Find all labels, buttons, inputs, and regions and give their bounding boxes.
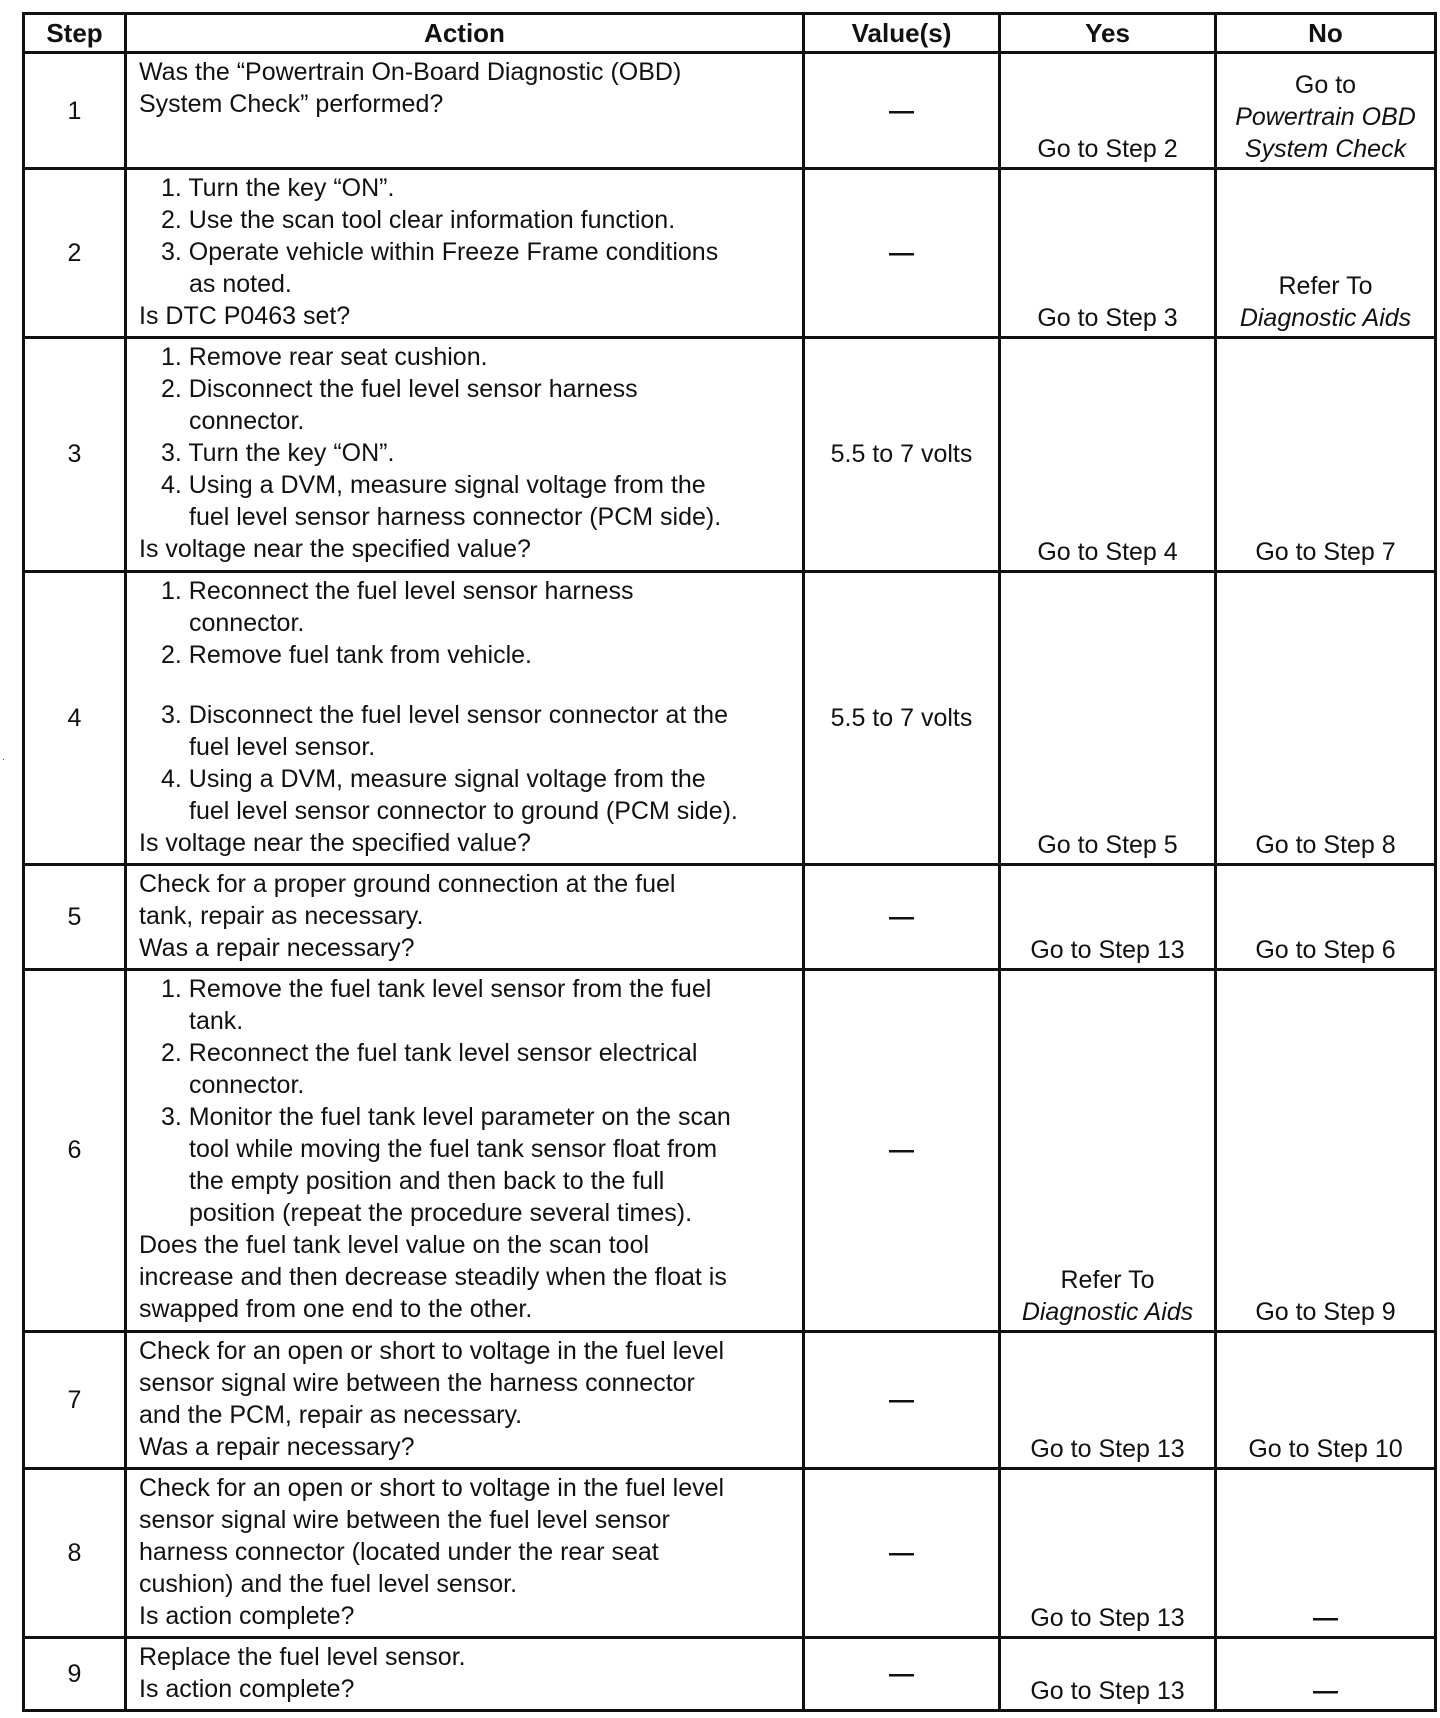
action-cell — [126, 970, 804, 1331]
step-number: 4 — [24, 571, 126, 864]
yes-cell-line: Go to Step 13 — [1030, 936, 1185, 965]
header-values: Value(s) — [804, 14, 1000, 53]
action-line: 2. Reconnect the fuel tank level sensor electrical — [161, 1039, 698, 1068]
table-row — [24, 53, 1436, 169]
action-line: 3. Disconnect the fuel level sensor connector at the — [161, 700, 728, 729]
action-cell — [126, 338, 804, 571]
action-line: tank, repair as necessary. — [139, 901, 424, 930]
table-row — [24, 1637, 1436, 1710]
no-cell — [1216, 571, 1436, 864]
action-line: 1. Turn the key “ON”. — [161, 174, 395, 203]
table-row — [24, 864, 1436, 969]
action-line: 3. Turn the key “ON”. — [161, 439, 395, 468]
step-number: 1 — [24, 53, 126, 169]
action-line: the empty position and then back to the full — [189, 1167, 665, 1196]
step-number: 8 — [24, 1468, 126, 1637]
action-line: harness connector (located under the rear seat — [139, 1537, 659, 1566]
yes-cell-line: Refer To — [1060, 1265, 1155, 1294]
table-row — [24, 970, 1436, 1331]
action-line: fuel level sensor connector to ground (PCM side). — [189, 796, 738, 825]
action-line: cushion) and the fuel level sensor. — [139, 1569, 518, 1598]
no-cell — [1216, 1637, 1436, 1710]
yes-cell — [1000, 338, 1216, 571]
action-line: 1. Reconnect the fuel level sensor harness — [161, 576, 634, 605]
table-row — [24, 1331, 1436, 1468]
header-step: Step — [24, 14, 126, 53]
no-cell-line: Go to Step 6 — [1255, 936, 1396, 965]
action-cell — [126, 53, 804, 169]
action-line: 2. Use the scan tool clear information function. — [161, 206, 676, 235]
header-no: No — [1216, 14, 1436, 53]
no-cell-line: Go to Step 8 — [1255, 830, 1396, 859]
action-line: Does the fuel tank level value on the scan tool — [139, 1231, 650, 1260]
action-line: System Check” performed? — [139, 90, 444, 118]
value-cell: — — [804, 864, 1000, 969]
step-number: 7 — [24, 1331, 126, 1468]
value-cell: — — [804, 53, 1000, 169]
action-line: fuel level sensor. — [189, 732, 376, 761]
action-line: Is DTC P0463 set? — [139, 302, 351, 331]
action-line: tank. — [189, 1007, 244, 1036]
action-line: tool while moving the fuel tank sensor float from — [189, 1135, 718, 1164]
value-cell: — — [804, 1331, 1000, 1468]
no-cell-line: — — [1313, 1677, 1338, 1705]
value-cell: — — [804, 169, 1000, 338]
action-line: Was the “Powertrain On-Board Diagnostic (OBD) — [139, 58, 682, 86]
header-row — [24, 14, 1436, 53]
no-cell-line: Powertrain OBD — [1235, 103, 1416, 132]
action-line: Replace the fuel level sensor. — [139, 1642, 466, 1671]
no-cell-line: Go to Step 7 — [1255, 537, 1396, 566]
value-cell: 5.5 to 7 volts — [804, 338, 1000, 571]
action-line: as noted. — [189, 270, 292, 299]
action-line: Is voltage near the specified value? — [139, 535, 531, 564]
action-line: swapped from one end to the other. — [139, 1295, 533, 1324]
action-line: sensor signal wire between the fuel level sensor — [139, 1505, 670, 1534]
yes-cell — [1000, 864, 1216, 969]
yes-cell-line: Diagnostic Aids — [1021, 1297, 1194, 1326]
no-cell — [1216, 864, 1436, 969]
header-yes: Yes — [1000, 14, 1216, 53]
value-cell: — — [804, 1468, 1000, 1637]
no-cell — [1216, 169, 1436, 338]
action-cell — [126, 864, 804, 969]
table-row — [24, 1468, 1436, 1637]
action-cell — [126, 1468, 804, 1637]
step-number: 6 — [24, 970, 126, 1331]
action-line: connector. — [189, 1071, 305, 1100]
action-cell — [126, 1637, 804, 1710]
no-cell-line: Diagnostic Aids — [1239, 304, 1412, 333]
diagnostic-table — [22, 12, 1437, 1712]
action-line: 3. Monitor the fuel tank level parameter on the scan — [161, 1103, 731, 1132]
action-line: Is action complete? — [139, 1601, 355, 1630]
yes-cell-line: Go to Step 2 — [1037, 135, 1178, 164]
action-line: connector. — [189, 608, 305, 637]
header-action: Action — [126, 14, 804, 53]
action-line: 2. Remove fuel tank from vehicle. — [161, 640, 532, 669]
step-number: 3 — [24, 338, 126, 571]
action-line: increase and then decrease steadily when the float is — [139, 1263, 727, 1292]
action-line: Was a repair necessary? — [139, 933, 415, 962]
value-cell: — — [804, 1637, 1000, 1710]
action-line: 2. Disconnect the fuel level sensor harness — [161, 375, 638, 404]
yes-cell — [1000, 571, 1216, 864]
table-body — [24, 53, 1436, 1711]
action-line: connector. — [189, 407, 305, 436]
no-cell-line: — — [1313, 1603, 1338, 1632]
yes-cell — [1000, 1637, 1216, 1710]
action-line: Check for an open or short to voltage in the fuel level — [139, 1473, 725, 1502]
no-cell-line: Go to Step 9 — [1255, 1297, 1396, 1326]
action-line: Is voltage near the specified value? — [139, 828, 531, 857]
action-line: 1. Remove rear seat cushion. — [161, 343, 488, 372]
no-cell-line: Refer To — [1278, 272, 1373, 301]
yes-cell — [1000, 169, 1216, 338]
action-line: sensor signal wire between the harness connector — [139, 1368, 695, 1397]
action-line: 3. Operate vehicle within Freeze Frame conditions — [161, 238, 719, 267]
no-cell — [1216, 53, 1436, 169]
step-number: 2 — [24, 169, 126, 338]
no-cell-line: System Check — [1244, 135, 1407, 164]
yes-cell-line: Go to Step 13 — [1030, 1603, 1185, 1632]
action-line: position (repeat the procedure several times). — [189, 1199, 693, 1228]
yes-cell-line: Go to Step 3 — [1037, 304, 1178, 333]
action-line: 1. Remove the fuel tank level sensor from the fuel — [161, 975, 712, 1004]
action-line: 4. Using a DVM, measure signal voltage from the — [161, 471, 706, 500]
action-line: Check for a proper ground connection at the fuel — [139, 869, 676, 898]
action-line: and the PCM, repair as necessary. — [139, 1400, 523, 1429]
action-line: 4. Using a DVM, measure signal voltage from the — [161, 764, 706, 793]
action-cell — [126, 571, 804, 864]
action-cell — [126, 169, 804, 338]
yes-cell — [1000, 1468, 1216, 1637]
yes-cell — [1000, 970, 1216, 1331]
yes-cell — [1000, 53, 1216, 169]
yes-cell-line: Go to Step 13 — [1030, 1434, 1185, 1463]
action-line: fuel level sensor harness connector (PCM side). — [189, 503, 722, 532]
table-row — [24, 338, 1436, 571]
yes-cell-line: Go to Step 4 — [1037, 537, 1178, 566]
value-cell: — — [804, 970, 1000, 1331]
step-number: 5 — [24, 864, 126, 969]
no-cell-line: Go to Step 10 — [1248, 1434, 1403, 1463]
step-number: 9 — [24, 1637, 126, 1710]
yes-cell-line: Go to Step 5 — [1037, 830, 1178, 859]
no-cell — [1216, 970, 1436, 1331]
action-line: Is action complete? — [139, 1674, 355, 1703]
stray-mark: . — [2, 752, 5, 763]
table-row — [24, 571, 1436, 864]
no-cell — [1216, 1468, 1436, 1637]
value-cell: 5.5 to 7 volts — [804, 571, 1000, 864]
action-line: Was a repair necessary? — [139, 1432, 415, 1461]
table-row — [24, 169, 1436, 338]
no-cell — [1216, 338, 1436, 571]
no-cell-line: Go to — [1294, 71, 1357, 100]
action-cell — [126, 1331, 804, 1468]
no-cell — [1216, 1331, 1436, 1468]
yes-cell — [1000, 1331, 1216, 1468]
yes-cell-line: Go to Step 13 — [1030, 1677, 1185, 1705]
action-line: Check for an open or short to voltage in the fuel level — [139, 1336, 725, 1365]
